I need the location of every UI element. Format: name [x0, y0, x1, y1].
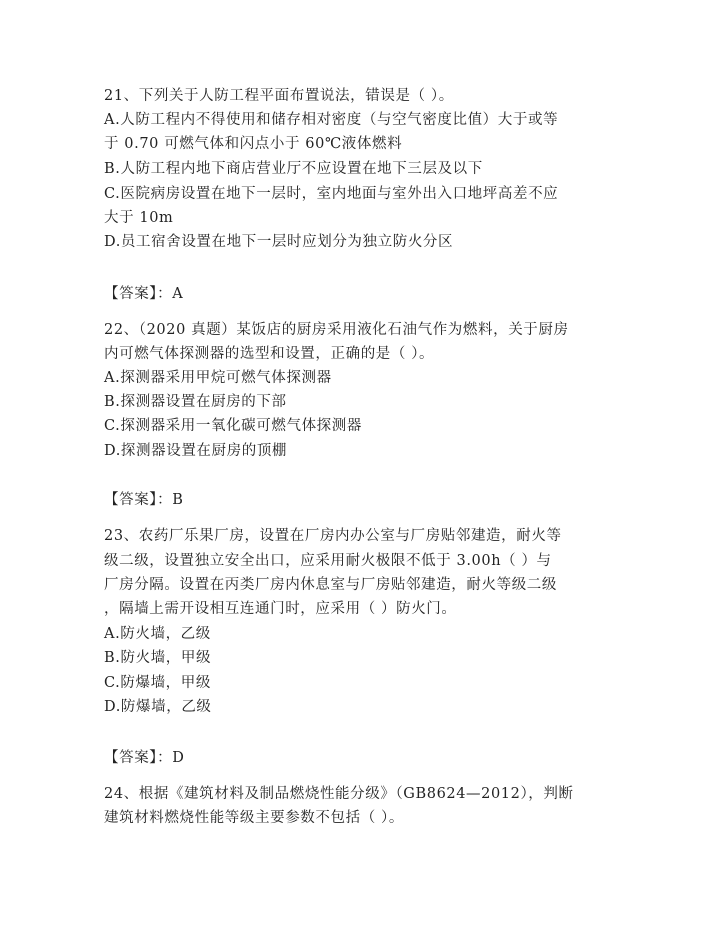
question-23-stem-cont-1: 级二级，设置独立安全出口，应采用耐火极限不低于 3.00h（ ）与: [104, 553, 552, 569]
question-21-stem: 21、下列关于人防工程平面布置说法，错误是（ ）。: [104, 88, 454, 104]
question-22-option-d: D.探测器设置在厨房的顶棚: [104, 443, 288, 459]
question-21-option-b: B.人防工程内地下商店营业厅不应设置在地下三层及以下: [104, 161, 483, 177]
question-21-option-a-cont: 于 0.70 可燃气体和闪点小于 60℃液体燃料: [104, 136, 403, 152]
question-23-option-d: D.防爆墙，乙级: [104, 699, 212, 715]
question-23-option-a: A.防火墙，乙级: [104, 626, 211, 642]
question-23-option-b: B.防火墙，甲级: [104, 650, 212, 666]
question-22-option-c: C.探测器采用一氧化碳可燃气体探测器: [104, 418, 362, 434]
question-23-stem-cont-3: ，隔墙上需开设相互连通门时，应采用（ ）防火门。: [104, 601, 457, 617]
question-22-option-a: A.探测器采用甲烷可燃气体探测器: [104, 370, 332, 386]
question-21-option-c-cont: 大于 10m: [104, 210, 174, 226]
question-22-stem: 22、（2020 真题）某饭店的厨房采用液化石油气作为燃料，关于厨房: [104, 322, 569, 338]
question-23-stem-cont-2: 厂房分隔。设置在丙类厂房内休息室与厂房贴邻建造，耐火等级二级: [104, 577, 557, 593]
question-24-stem-cont: 建筑材料燃烧性能等级主要参数不包括（ ）。: [104, 810, 404, 826]
question-22-option-b: B.探测器设置在厨房的下部: [104, 394, 287, 410]
question-21-answer: 【答案】：A: [104, 286, 184, 302]
question-21-option-d: D.员工宿舍设置在地下一层时应划分为独立防火分区: [104, 234, 454, 250]
question-22-answer: 【答案】：B: [104, 492, 184, 508]
question-21-option-c: C.医院病房设置在地下一层时，室内地面与室外出入口地坪高差不应: [104, 186, 559, 202]
question-21-option-a: A.人防工程内不得使用和储存相对密度（与空气密度比值）大于或等: [104, 112, 559, 128]
question-23-option-c: C.防爆墙，甲级: [104, 675, 211, 691]
question-24-stem: 24、根据《建筑材料及制品燃烧性能分级》（GB8624—2012），判断: [104, 786, 574, 802]
question-23-stem: 23、农药厂乐果厂房，设置在厂房内办公室与厂房贴邻建造，耐火等: [104, 528, 562, 544]
question-22-stem-cont: 内可燃气体探测器的选型和设置，正确的是（ ）。: [104, 346, 435, 362]
question-23-answer: 【答案】：D: [104, 750, 185, 766]
